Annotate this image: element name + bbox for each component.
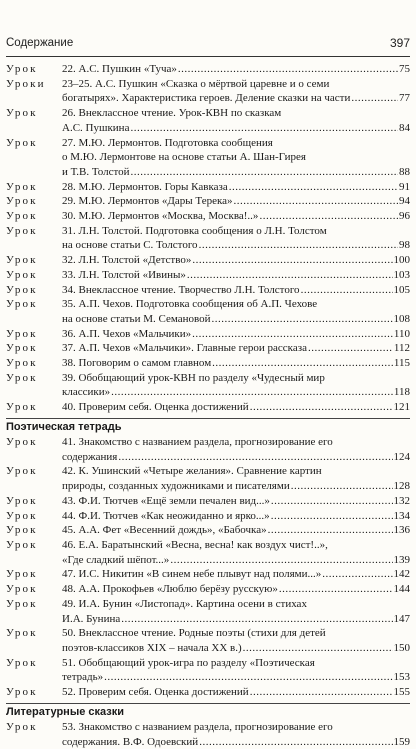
lesson-title: на основе статьи С. Толстого: [62, 239, 198, 252]
entry-page-number: 84: [399, 121, 410, 134]
toc-entry[interactable]: [6, 435, 410, 464]
entry-page-number: 103: [393, 268, 410, 281]
lesson-label: Урок: [6, 210, 38, 223]
lesson-title: 22. А.С. Пушкин «Туча»: [62, 63, 177, 75]
entry-page-number: 144: [393, 583, 410, 596]
toc-entry-line: [6, 523, 410, 538]
lesson-label: Урок: [6, 568, 38, 581]
lesson-title: И.А. Бунина: [62, 612, 121, 625]
toc-entry[interactable]: [6, 626, 410, 655]
lesson-label: Урок: [6, 524, 38, 537]
lesson-title: 33. Л.Н. Толстой «Ивины»: [62, 268, 186, 281]
lesson-label: Урок: [6, 436, 38, 449]
toc-entry-line: [6, 597, 410, 612]
toc-entry-line: [6, 327, 410, 342]
entry-page-number: 77: [399, 92, 410, 105]
entry-page-number: 112: [393, 342, 410, 355]
lesson-title: 39. Обобщающий урок-КВН по разделу «Чудесный мир: [62, 371, 325, 384]
lesson-label: Урок: [6, 357, 38, 370]
lesson-title: 36. А.П. Чехов «Мальчики»: [62, 327, 192, 340]
toc-entry-line: [6, 165, 410, 180]
toc-entry-line: [6, 509, 410, 524]
lesson-label: Урок: [6, 298, 38, 311]
section-heading: Литературные сказки: [6, 705, 124, 718]
toc-entry[interactable]: [6, 464, 410, 493]
dot-leader: [259, 209, 398, 224]
entry-page-number: 118: [393, 386, 410, 399]
lesson-title: 38. Поговорим о самом главном: [62, 357, 212, 370]
lesson-label: Урок: [6, 583, 38, 596]
dot-leader: [104, 670, 392, 685]
entry-page-number: 134: [393, 509, 410, 522]
lesson-title: 45. А.А. Фет «Весенний дождь», «Бабочка»: [62, 524, 267, 537]
entry-page-number: 108: [393, 312, 410, 325]
entry-page-number: 115: [393, 357, 410, 370]
toc-entry-line: [6, 224, 410, 239]
lesson-title: богатырях». Характеристика героев. Деление сказки на части: [62, 92, 351, 105]
dot-leader: [271, 509, 393, 524]
dot-leader: [250, 685, 393, 700]
lesson-title: 48. А.А. Прокофьев «Люблю берёзу русскую»: [62, 583, 278, 596]
entry-page-number: 121: [393, 401, 410, 414]
toc-entry[interactable]: [6, 685, 410, 700]
toc-entry-line: [6, 385, 410, 400]
toc-entry-line: [6, 268, 410, 283]
dot-leader: [268, 523, 393, 538]
toc-entry-line: [6, 612, 410, 627]
dot-leader: [279, 582, 393, 597]
toc-entry-line: [6, 582, 410, 597]
lesson-label: Урок: [6, 371, 38, 384]
lesson-label: Урок: [6, 180, 38, 193]
toc-entry-line: [6, 238, 410, 253]
lesson-title: 49. И.А. Бунин «Листопад». Картина осени в стихах: [62, 597, 307, 610]
toc-entry-line: [6, 735, 410, 749]
toc-entry[interactable]: [6, 297, 410, 326]
lesson-label: Урок: [6, 465, 38, 478]
entry-page-number: 100: [393, 254, 410, 267]
entry-page-number: 153: [393, 671, 410, 684]
toc-section: [6, 418, 410, 700]
lesson-title: 28. М.Ю. Лермонтов. Горы Кавказа: [62, 180, 228, 193]
dot-leader: [170, 553, 392, 568]
lesson-title: 26. Внеклассное чтение. Урок-КВН по сказкам: [62, 107, 282, 120]
lesson-title: А.С. Пушкина: [62, 121, 130, 134]
lesson-title: 31. Л.Н. Толстой. Подготовка сообщения о Л.Н. Толстом: [62, 224, 327, 237]
lesson-title: 40. Проверим себя. Оценка достижений: [62, 401, 249, 414]
toc-entry-line: [6, 641, 410, 656]
page-number: 397: [389, 36, 410, 50]
toc-entry[interactable]: [6, 283, 410, 298]
lesson-label: Урок: [6, 254, 38, 267]
toc-entry-line: [6, 106, 410, 121]
dot-leader: [121, 612, 392, 627]
toc-entry-line: [6, 77, 410, 92]
toc-entry-line: [6, 150, 410, 165]
lesson-label: Урок: [6, 509, 38, 522]
dot-leader: [271, 494, 393, 509]
lesson-title: 29. М.Ю. Лермонтов «Дары Терека»: [62, 195, 233, 208]
entry-page-number: 105: [393, 283, 410, 296]
toc-entry[interactable]: [6, 106, 410, 135]
lesson-title: 52. Проверим себя. Оценка достижений: [62, 686, 249, 699]
toc-entry[interactable]: [6, 356, 410, 371]
toc-entry[interactable]: [6, 720, 410, 749]
toc-section: [6, 703, 410, 749]
lesson-title: 23–25. А.С. Пушкин «Сказка о мёртвой царевне и о семи: [62, 77, 330, 90]
lesson-label: Урок: [6, 597, 38, 610]
lesson-title: на основе статьи М. Семановой: [62, 312, 211, 325]
dot-leader: [199, 735, 392, 749]
toc-entry-line: [6, 435, 410, 450]
toc-entry[interactable]: [6, 371, 410, 400]
toc-entry-line: [6, 283, 410, 298]
lesson-title: 44. Ф.И. Тютчев «Как неожиданно и ярко...»: [62, 509, 270, 522]
entry-page-number: 110: [393, 327, 410, 340]
dot-leader: [250, 400, 393, 415]
lesson-label: Урок: [6, 63, 38, 75]
toc-entry-line: [6, 297, 410, 312]
toc-entry-line: [6, 312, 410, 327]
lesson-title: содержания: [62, 450, 118, 463]
dot-leader: [130, 121, 398, 136]
lesson-title: 51. Обобщающий урок-игра по разделу «Поэтическая: [62, 656, 315, 669]
lesson-label: Урок: [6, 195, 38, 208]
dot-leader: [131, 165, 398, 180]
toc-entry-line: [6, 720, 410, 735]
toc-entry[interactable]: [6, 327, 410, 342]
dot-leader: [187, 268, 393, 283]
lesson-label: Урок: [6, 686, 38, 699]
dot-leader: [234, 194, 398, 209]
lesson-title: 47. И.С. Никитин «В синем небе плывут над полями...»: [62, 568, 322, 581]
entry-page-number: 91: [399, 180, 410, 193]
dot-leader: [212, 356, 393, 371]
toc-entry-line: [6, 400, 410, 415]
dot-leader: [351, 91, 398, 106]
lesson-title: и Т.В. Толстой: [62, 165, 130, 178]
toc-entry[interactable]: [6, 194, 410, 209]
dot-leader: [111, 385, 393, 400]
entry-page-number: 155: [393, 686, 410, 699]
running-title: Содержание: [6, 37, 74, 49]
lesson-title: тетрадь»: [62, 671, 104, 684]
toc-entry-line: [6, 194, 410, 209]
entry-page-number: 124: [393, 450, 410, 463]
entry-page-number: 159: [393, 735, 410, 748]
toc-entry[interactable]: [6, 268, 410, 283]
toc-entry[interactable]: [6, 253, 410, 268]
lesson-label: Урок: [6, 627, 38, 640]
lesson-label: Урок: [6, 327, 38, 340]
dot-leader: [118, 450, 392, 465]
lesson-label: Урок: [6, 494, 38, 507]
lesson-label: Урок: [6, 268, 38, 281]
section-heading: Поэтическая тетрадь: [6, 420, 122, 433]
toc-entry-line: [6, 91, 410, 106]
toc-entry-line: [6, 136, 410, 151]
toc-entry-line: [6, 538, 410, 553]
lesson-title: 41. Знакомство с названием раздела, прогнозирование его: [62, 436, 333, 449]
toc-entry-line: [6, 356, 410, 371]
lesson-title: о М.Ю. Лермонтове на основе статьи А. Шан-Гирея: [62, 151, 306, 164]
dot-leader: [291, 479, 393, 494]
toc-entry[interactable]: [6, 136, 410, 180]
lesson-title: классики»: [62, 386, 111, 399]
lesson-title: 34. Внеклассное чтение. Творчество Л.Н. Толстого: [62, 283, 300, 296]
toc-entry[interactable]: [6, 77, 410, 106]
lesson-label: Урок: [6, 656, 38, 669]
toc-entry[interactable]: [6, 494, 410, 509]
lesson-title: 42. К. Ушинский «Четыре желания». Сравнение картин: [62, 465, 322, 478]
dot-leader: [192, 253, 392, 268]
dot-leader: [199, 238, 398, 253]
lesson-title: «Где сладкий шёпот...»: [62, 553, 170, 566]
entry-page-number: 150: [393, 641, 410, 654]
entry-page-number: 75: [399, 63, 410, 75]
toc-entry[interactable]: [6, 341, 410, 356]
dot-leader: [308, 341, 393, 356]
entry-page-number: 96: [399, 210, 410, 223]
toc-entry[interactable]: [6, 656, 410, 685]
lesson-label: Урок: [6, 720, 38, 733]
dot-leader: [178, 62, 398, 77]
entry-page-number: 94: [399, 195, 410, 208]
toc-entry-line: [6, 341, 410, 356]
entry-page-number: 88: [399, 165, 410, 178]
entry-page-number: 147: [393, 612, 410, 625]
entry-page-number: 132: [393, 494, 410, 507]
lesson-title: 30. М.Ю. Лермонтов «Москва, Москва!..»: [62, 210, 259, 223]
entry-page-number: 98: [399, 239, 410, 252]
toc-entry-line: [6, 626, 410, 641]
entry-page-number: 142: [393, 568, 410, 581]
toc-entry-line: [6, 464, 410, 479]
toc-entry[interactable]: [6, 209, 410, 224]
lesson-label: Урок: [6, 136, 38, 149]
dot-leader: [192, 327, 393, 342]
entry-page-number: 128: [393, 480, 410, 493]
lesson-title: содержания. В.Ф. Одоевский: [62, 735, 199, 748]
dot-leader: [243, 641, 393, 656]
toc-entry-line: [6, 253, 410, 268]
dot-leader: [322, 567, 392, 582]
toc-entry-line: [6, 494, 410, 509]
lesson-title: 32. Л.Н. Толстой «Детство»: [62, 254, 192, 267]
lesson-title: 50. Внеклассное чтение. Родные поэты (стихи для детей: [62, 627, 326, 640]
toc-entry[interactable]: [6, 180, 410, 195]
toc-section: [6, 62, 410, 415]
toc-entry-line: [6, 656, 410, 671]
lesson-label: Урок: [6, 539, 38, 551]
entry-page-number: 136: [393, 524, 410, 537]
toc-entry[interactable]: [6, 538, 410, 567]
lesson-title: 53. Знакомство с названием раздела, прогнозирование его: [62, 720, 333, 733]
toc-entry[interactable]: [6, 62, 410, 77]
lesson-label: Урок: [6, 342, 38, 355]
table-of-contents: [6, 62, 410, 749]
lesson-title: 46. Е.А. Баратынский «Весна, весна! как воздух чист!..»,: [62, 539, 328, 551]
lesson-title: поэтов-классиков XIX – начала XX в.): [62, 641, 242, 654]
lesson-title: 37. А.П. Чехов «Мальчики». Главные герои рассказа: [62, 342, 307, 355]
toc-entry-line: [6, 670, 410, 685]
toc-entry-line: [6, 180, 410, 195]
lesson-label: Урок: [6, 224, 38, 237]
lesson-label: Урок: [6, 283, 38, 296]
toc-entry[interactable]: [6, 567, 410, 582]
toc-entry-line: [6, 685, 410, 700]
dot-leader: [212, 312, 393, 327]
dot-leader: [301, 283, 393, 298]
lesson-label: Урок: [6, 107, 38, 120]
toc-entry-line: [6, 479, 410, 494]
toc-entry-line: [6, 121, 410, 136]
toc-entry-line: [6, 450, 410, 465]
toc-entry-line: [6, 371, 410, 386]
toc-entry[interactable]: [6, 224, 410, 253]
toc-entry-line: [6, 62, 410, 77]
toc-entry-line: [6, 567, 410, 582]
lesson-title: 35. А.П. Чехов. Подготовка сообщения об А.П. Чехове: [62, 298, 318, 311]
page-header: [6, 0, 410, 57]
lesson-title: 27. М.Ю. Лермонтов. Подготовка сообщения: [62, 136, 273, 149]
toc-entry[interactable]: [6, 509, 410, 524]
lesson-label: Урок: [6, 401, 38, 414]
lesson-title: 43. Ф.И. Тютчев «Ещё земли печален вид...»: [62, 494, 270, 507]
lesson-title: природы, созданных художниками и писателями: [62, 480, 290, 493]
toc-entry-line: [6, 553, 410, 568]
toc-entry[interactable]: [6, 597, 410, 626]
entry-page-number: 139: [393, 553, 410, 566]
lesson-label: Уроки: [6, 77, 46, 90]
toc-entry-line: [6, 209, 410, 224]
toc-entry[interactable]: [6, 523, 410, 538]
dot-leader: [229, 180, 398, 195]
toc-entry[interactable]: [6, 400, 410, 415]
toc-entry[interactable]: [6, 582, 410, 597]
